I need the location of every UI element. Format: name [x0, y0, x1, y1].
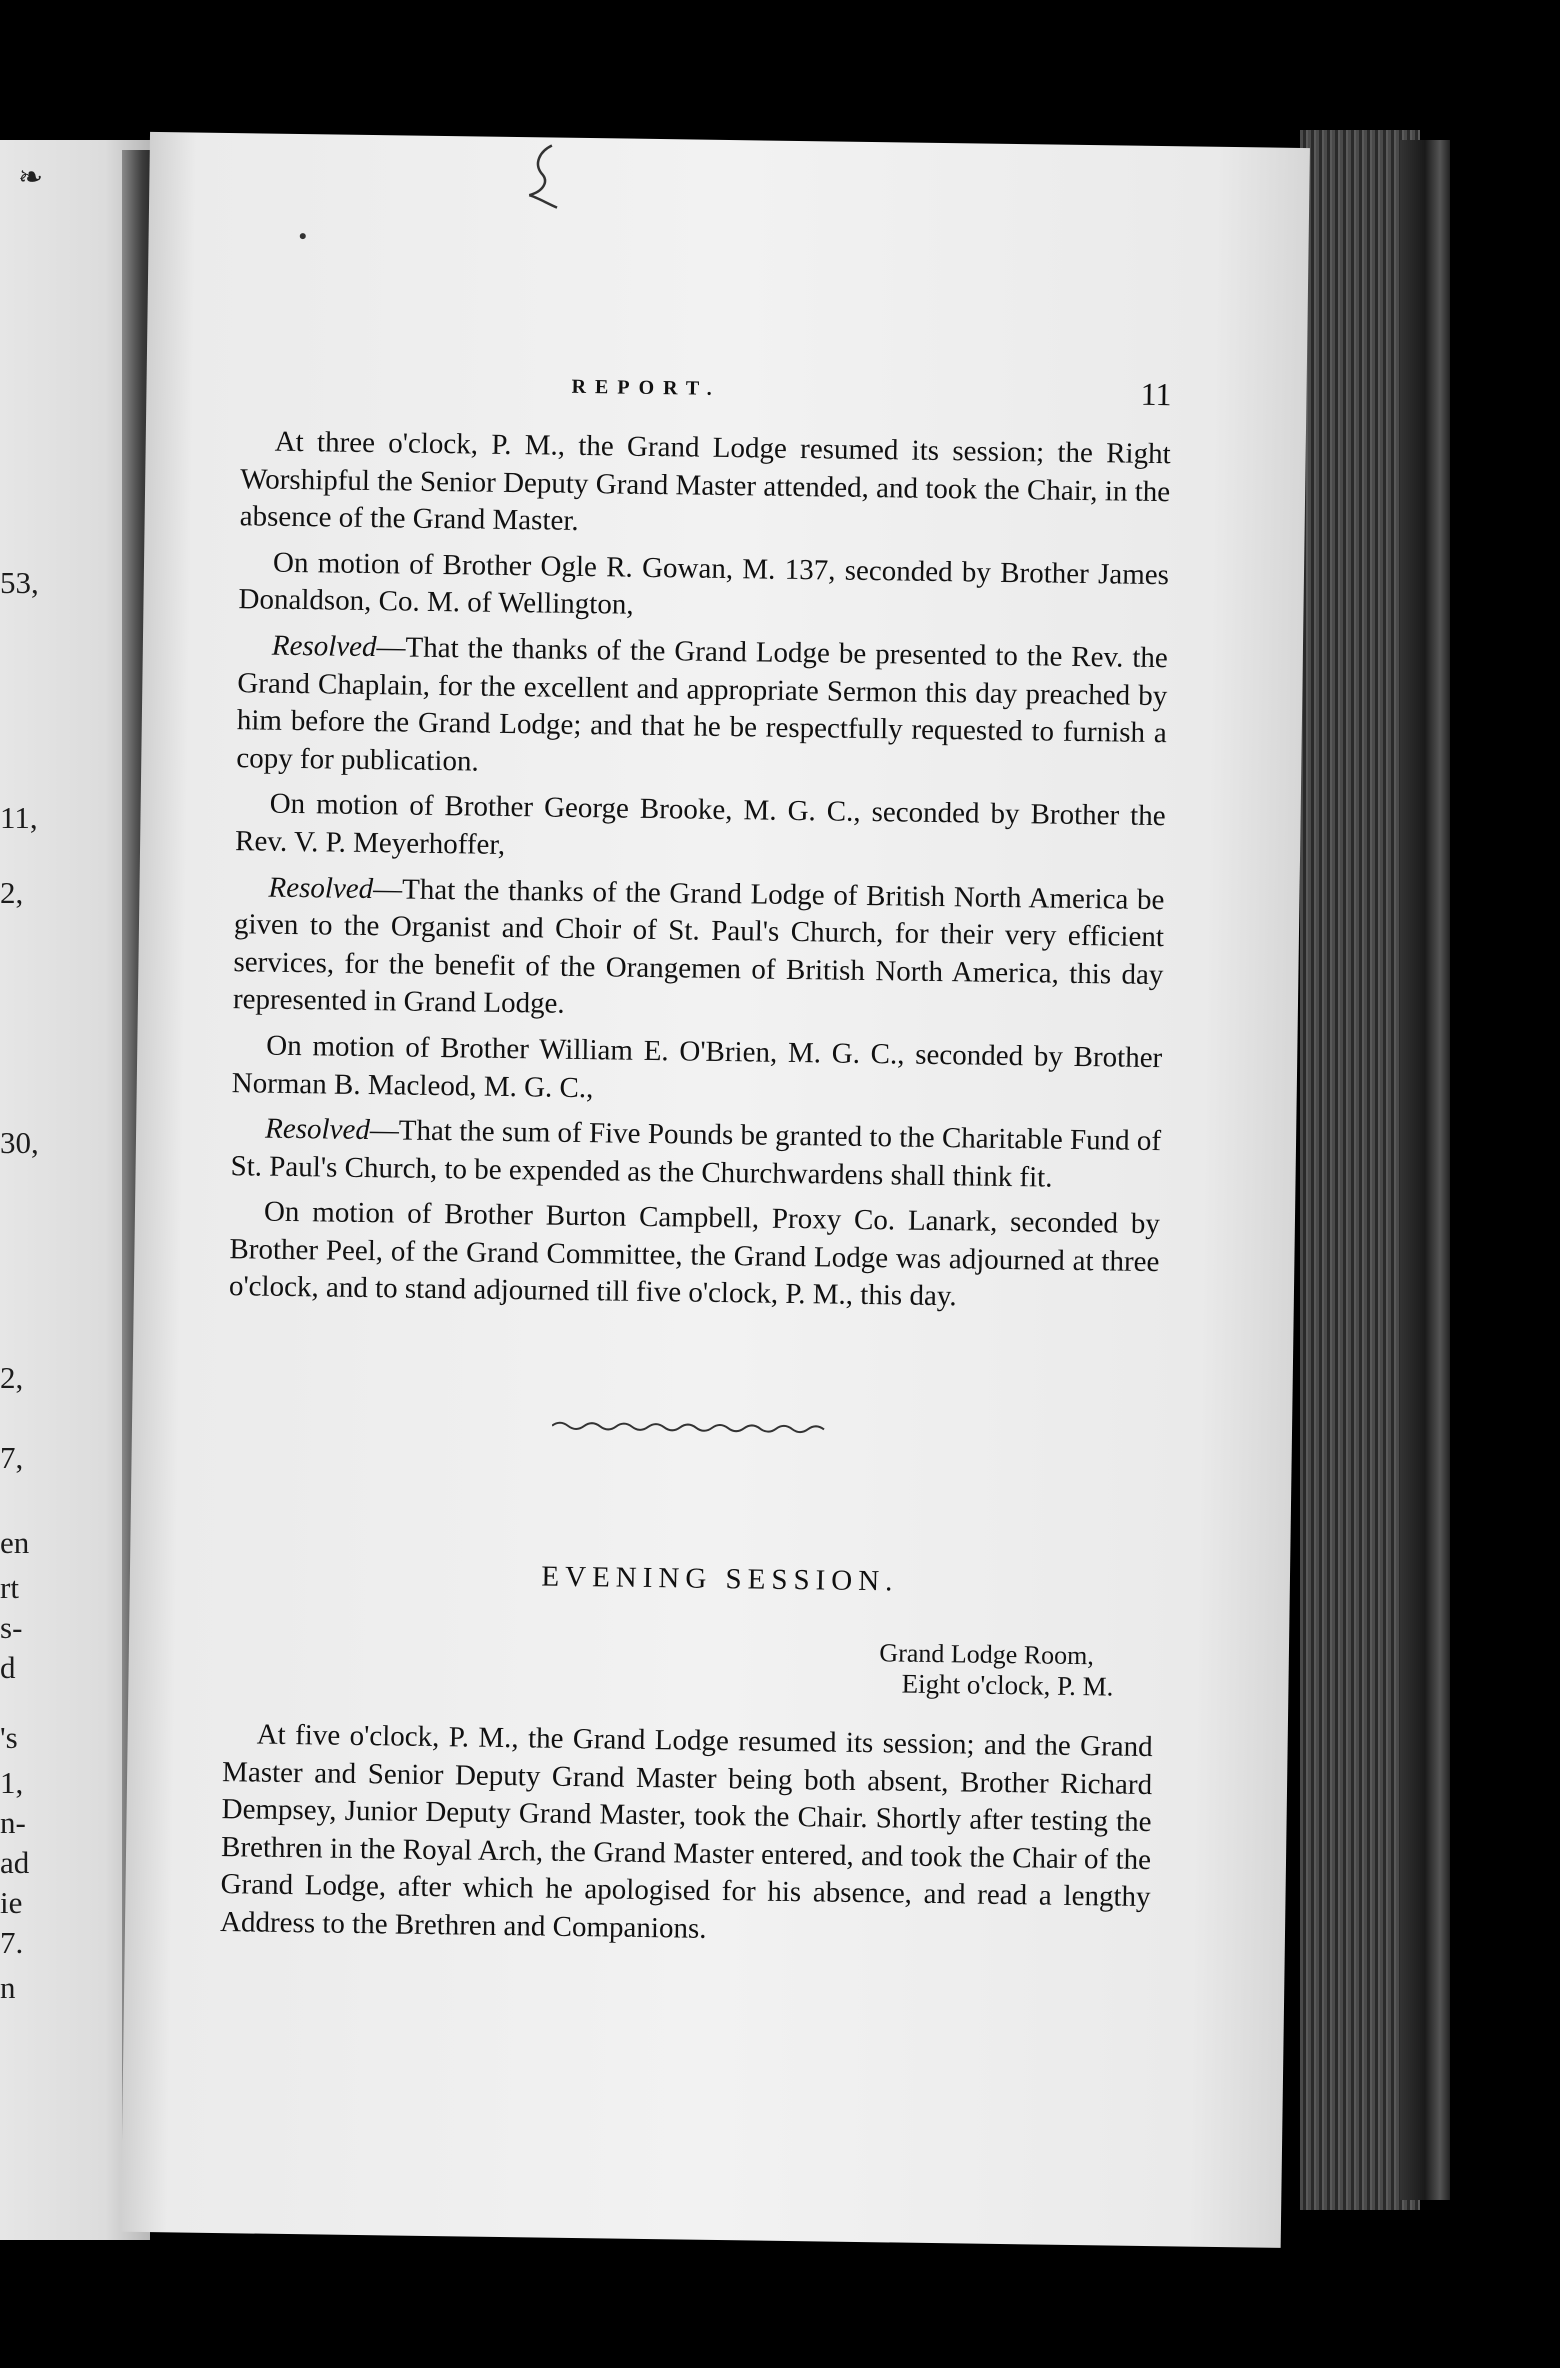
- ink-blot: ❧: [18, 161, 44, 194]
- left-fragment: 53,: [0, 565, 39, 600]
- resolved-lead: Resolved: [264, 1112, 371, 1147]
- left-fragment: 1,: [0, 1765, 24, 1800]
- left-fragment: n-: [0, 1805, 26, 1840]
- paragraph: At five o'clock, P. M., the Grand Lodge resumed its session; and the Grand Master and Senior Deputy Grand Master being both absent, Brother Richard Dempsey, Junior Deputy Grand Master, took the Chair. Shortly after testing the Brethren in the Royal Arch, the Grand Master entered, and took the Chair of the Grand Lodge, after which he apologised for his absence, and read a lengthy Address to the Brethren and Companions.: [219, 1718, 1153, 1945]
- left-fragment: 2,: [0, 1360, 24, 1395]
- paragraph-text: On motion of Brother Ogle R. Gowan, M. 137, seconded by Brother James Donaldson, Co. M. of Wellington,: [238, 546, 1170, 622]
- resolved-lead: Resolved: [271, 629, 377, 664]
- book-page: [121, 132, 1310, 2248]
- paragraph-text: On motion of Brother George Brooke, M. G. C., seconded by Brother the Rev. V. P. Meyerhoffer,: [234, 787, 1166, 861]
- paragraph: [238, 544, 1169, 632]
- page-number: 11: [1140, 375, 1172, 413]
- left-fragment: rt: [0, 1570, 19, 1605]
- paragraph-text: On motion of Brother William E. O'Brien, M. G. C., seconded by Brother Norman B. Macleod, M. G. C.,: [231, 1029, 1163, 1104]
- wavy-rule-icon: [552, 1418, 832, 1438]
- left-fragment: ad: [0, 1845, 30, 1880]
- paragraph-text: On motion of Brother Burton Campbell, Proxy Co. Lanark, seconded by Brother Peel, of the Grand Committee, the Grand Lodge was adjourned at three o'clock, and to stand adjourned till five o'clock, P. M., this day.: [228, 1195, 1161, 1313]
- left-fragment: n: [0, 1970, 16, 2005]
- paragraph: [239, 423, 1170, 549]
- paragraph-text: —That the thanks of the Grand Lodge be presented to the Rev. the Grand Chaplain, for the excellent and appropriate Sermon this day preached by him before the Grand Lodge; and that he be respectfully requested to furnish a copy for publication.: [236, 631, 1169, 778]
- left-fragment: 7.: [0, 1925, 24, 1960]
- paragraph: [235, 786, 1166, 874]
- speck: ●: [298, 228, 308, 245]
- left-fragment: 2,: [0, 875, 24, 910]
- left-fragment: en: [0, 1525, 30, 1560]
- paragraph: [236, 627, 1168, 790]
- section-heading: EVENING SESSION.: [541, 1560, 899, 1598]
- paragraph: [230, 1110, 1161, 1198]
- left-fragment: 11,: [0, 800, 38, 835]
- left-fragment: d: [0, 1650, 16, 1685]
- paragraph-text: At three o'clock, P. M., the Grand Lodge resumed its session; the Right Worshipful the Senior Deputy Grand Master attended, and took the Chair, in the absence of the Grand Master.: [239, 425, 1171, 538]
- left-fragment: 's: [0, 1720, 18, 1755]
- handwritten-mark: [499, 137, 570, 218]
- left-fragment: ie: [0, 1885, 23, 1920]
- page-content: [220, 363, 1172, 1962]
- left-fragment: s-: [0, 1610, 23, 1645]
- paragraph: [232, 1027, 1163, 1115]
- session-place: Grand Lodge Room,: [879, 1638, 1095, 1671]
- section-divider: [227, 1406, 1157, 1449]
- paragraph-text: —That the thanks of the Grand Lodge of British North America be given to the Organist and Choir of St. Paul's Church, for their very efficient services, for the benefit of the Orangemen of British North America, this day represented in Grand Lodge.: [232, 872, 1165, 1021]
- paragraph: [233, 869, 1165, 1032]
- left-fragment: 30,: [0, 1125, 39, 1160]
- resolved-lead: Resolved: [268, 871, 374, 905]
- paragraph: [229, 1193, 1160, 1319]
- left-fragment: 7,: [0, 1440, 24, 1475]
- session-time: Eight o'clock, P. M.: [901, 1668, 1114, 1702]
- paragraph-text: —That the sum of Five Pounds be granted to the Charitable Fund of St. Paul's Church, to be expended as the Churchwardens shall think fit.: [230, 1114, 1162, 1194]
- book-cover-edge: [1400, 140, 1450, 2200]
- running-title: REPORT.: [571, 375, 721, 400]
